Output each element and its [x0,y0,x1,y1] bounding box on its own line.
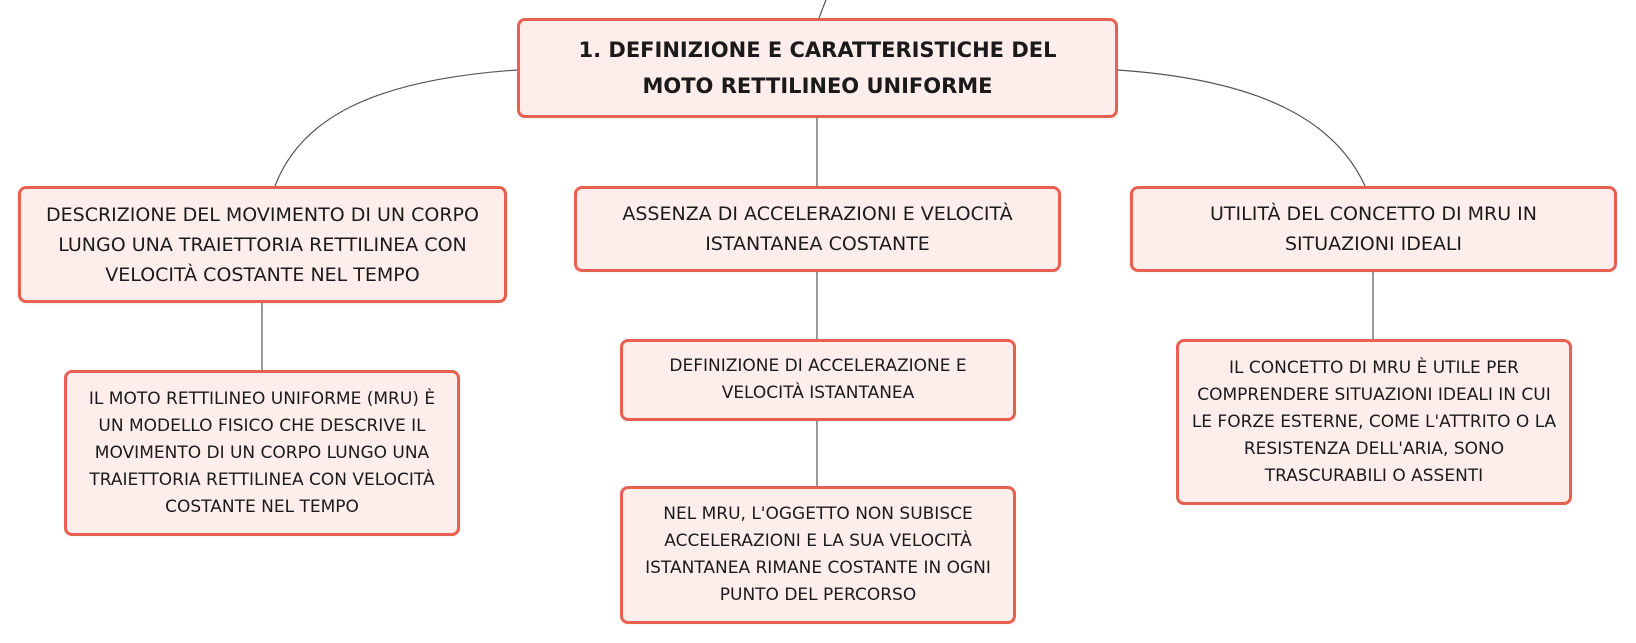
node-mru-model-label: IL MOTO RETTILINEO UNIFORME (MRU) È UN MODELLO FISICO CHE DESCRIVE IL MOVIMENTO DI UN CORPO LUNGO UNA TRAIETTORIA RETTILINEA CON VELOCITÀ COSTANTE NEL TEMPO [88,388,436,517]
node-constant-velocity-label: NEL MRU, L'OGGETTO NON SUBISCE ACCELERAZIONI E LA SUA VELOCITÀ ISTANTANEA RIMANE COSTANTE IN OGNI PUNTO DEL PERCORSO [645,504,991,605]
node-mru-utility-label: UTILITÀ DEL CONCETTO DI MRU IN SITUAZIONI IDEALI [1210,203,1537,255]
node-ideal-situations-label: IL CONCETTO DI MRU È UTILE PER COMPRENDERE SITUAZIONI IDEALI IN CUI LE FORZE ESTERNE, COME L'ATTRITO O LA RESISTENZA DELL'ARIA, SONO TRASCURABILI O ASSENTI [1191,357,1557,486]
node-mru-utility[interactable] [1130,186,1617,272]
connector-root-to-left [275,70,517,186]
node-no-acceleration-label: ASSENZA DI ACCELERAZIONI E VELOCITÀ ISTANTANEA COSTANTE [622,203,1013,255]
node-acceleration-definition-label: DEFINIZIONE DI ACCELERAZIONE E VELOCITÀ ISTANTANEA [669,356,967,403]
node-no-acceleration[interactable] [574,186,1061,272]
root-node-label: 1. DEFINIZIONE E CARATTERISTICHE DEL MOTO RETTILINEO UNIFORME [578,38,1057,98]
node-movement-description-label: DESCRIZIONE DEL MOVIMENTO DI UN CORPO LUNGO UNA TRAIETTORIA RETTILINEA CON VELOCITÀ COSTANTE NEL TEMPO [46,203,479,286]
connector-root-to-right [1118,70,1365,186]
node-ideal-situations[interactable] [1176,339,1572,505]
node-acceleration-definition[interactable] [620,339,1016,421]
node-movement-description[interactable] [18,186,507,303]
connector-parent-to-root [819,0,826,18]
root-node[interactable] [517,18,1118,118]
node-constant-velocity[interactable] [620,486,1016,624]
node-mru-model[interactable] [64,370,460,536]
